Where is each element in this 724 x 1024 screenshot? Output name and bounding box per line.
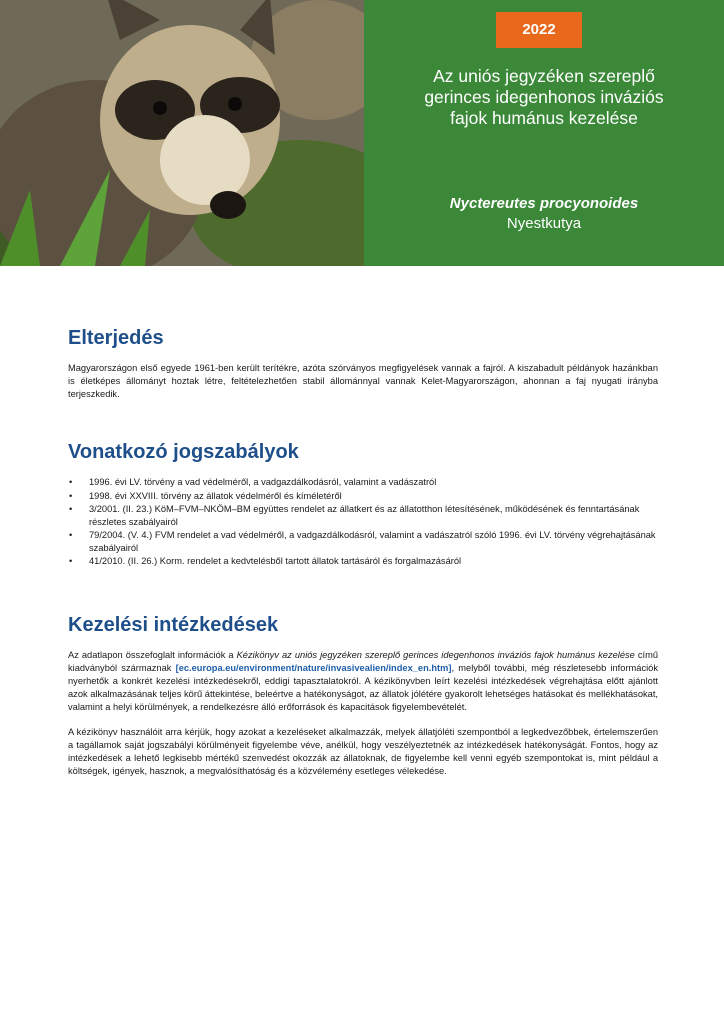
management-paragraph-2: A kézikönyv használóit arra kérjük, hogy azokat a kezeléseket alkalmazzák, melyek állatjóléti szempontból a legkedvezőbbek, értelemszerűen a tagállamok saját jogszabályi körülményeit figyelembe véve, anélkül, hogy veszélyeztetnék az intézkedések hatékonyságát. Fontos, hogy az intézkedések a lehető legkisebb mértékű szenvedést okozzák az állatoknak, de figyelembe kell venni egyéb szempontokat is, mint például a költségek, igények, hasznok, a megvalósíthatóság és a közvélemény esetleges vélekedése. [68,727,658,776]
handbook-link[interactable]: [ec.europa.eu/environment/nature/invasivealien/index_en.htm] [175,663,452,673]
species-common-name: Nyestkutya [506,215,582,232]
species-latin-name: Nyctereutes procyonoides [449,195,639,212]
handbook-title: Kézikönyv az uniós jegyzéken szereplő gerinces idegenhonos inváziós fajok humánus kezelése [236,650,635,660]
text-run: , melyből további, még részletesebb információk nyerhetők a konkrét kezelési intézkedésekről, eddigi tapasztalatokról. A kézikönyvben leírt kezelési intézkedések végrehajtása előtt ajánlott azok alkalmazásának teljes körű áttekintése, beleértve a hatékonyságot, az állatok jólétére gyakorolt lehetséges hatásokat és mellékhatásokat, valamint a helyi körülmények, a rendelkezésre álló erőforrások és kapacitások figyelembevételét. [68,663,658,712]
list-item [68,490,658,503]
list-item-text: 1996. évi LV. törvény a vad védelméről, a vadgazdálkodásról, valamint a vadászatról [89,477,437,487]
section-heading: Vonatkozó jogszabályok [68,441,299,463]
document-title [384,66,704,129]
title-line: gerinces idegenhonos inváziós [424,87,664,107]
bullet: • [69,490,73,501]
section-distribution [68,327,658,401]
distribution-text: Magyarországon első egyede 1961-ben került terítékre, azóta szórványos megfigyelések vannak a fajról. A kiszabadult példányok hazánkban is életképes állományt hoztak létre, feltételezhetően stabil állománnyal vannak Kelet-Magyarországon, ahonnan a faj nyugati irányba terjeszkedik. [68,363,658,399]
title-line: Az uniós jegyzéken szereplő [433,66,655,86]
bullet: • [69,504,73,514]
section-heading: Elterjedés [68,327,164,349]
list-item-text: 79/2004. (V. 4.) FVM rendelet a vad védelméről, a vadgazdálkodásról, valamint a vadászatról szóló 1996. évi LV. törvény végrehajtásának szabályairól [89,530,656,553]
title-line: fajok humánus kezelése [450,108,638,128]
bullet: • [69,556,73,566]
header-banner [0,0,724,266]
section-heading: Kezelési intézkedések [68,614,279,636]
bullet: • [69,530,73,540]
section-legislation [68,441,658,569]
list-item-text: 3/2001. (II. 23.) KöM–FVM–NKÖM–BM együttes rendelet az állatkert és az állatotthon létesítésének, működésének és fenntartásának részletes szabályairól [89,504,640,527]
raccoon-dog-illustration [0,0,364,266]
list-item [68,555,658,568]
bullet: • [69,477,73,487]
section-management [68,614,658,778]
paragraph-spacer [68,714,658,726]
legislation-list [68,476,658,568]
management-paragraph-1 [68,649,658,714]
text-run: Az adatlapon összefoglalt információk a [68,650,237,660]
year-badge: 2022 [496,12,582,48]
list-item [68,503,658,528]
list-item-text: 1998. évi XXVIII. törvény az állatok védelméről és kíméletéről [89,490,342,501]
list-item [68,529,658,554]
text-run: című kiadványból származnak [68,650,658,673]
list-item [68,476,658,489]
raccoon-dog-photo [0,0,364,266]
list-item-text: 41/2010. (II. 26.) Korm. rendelet a kedvtelésből tartott állatok tartásáról és forgalmazásáról [89,556,462,566]
